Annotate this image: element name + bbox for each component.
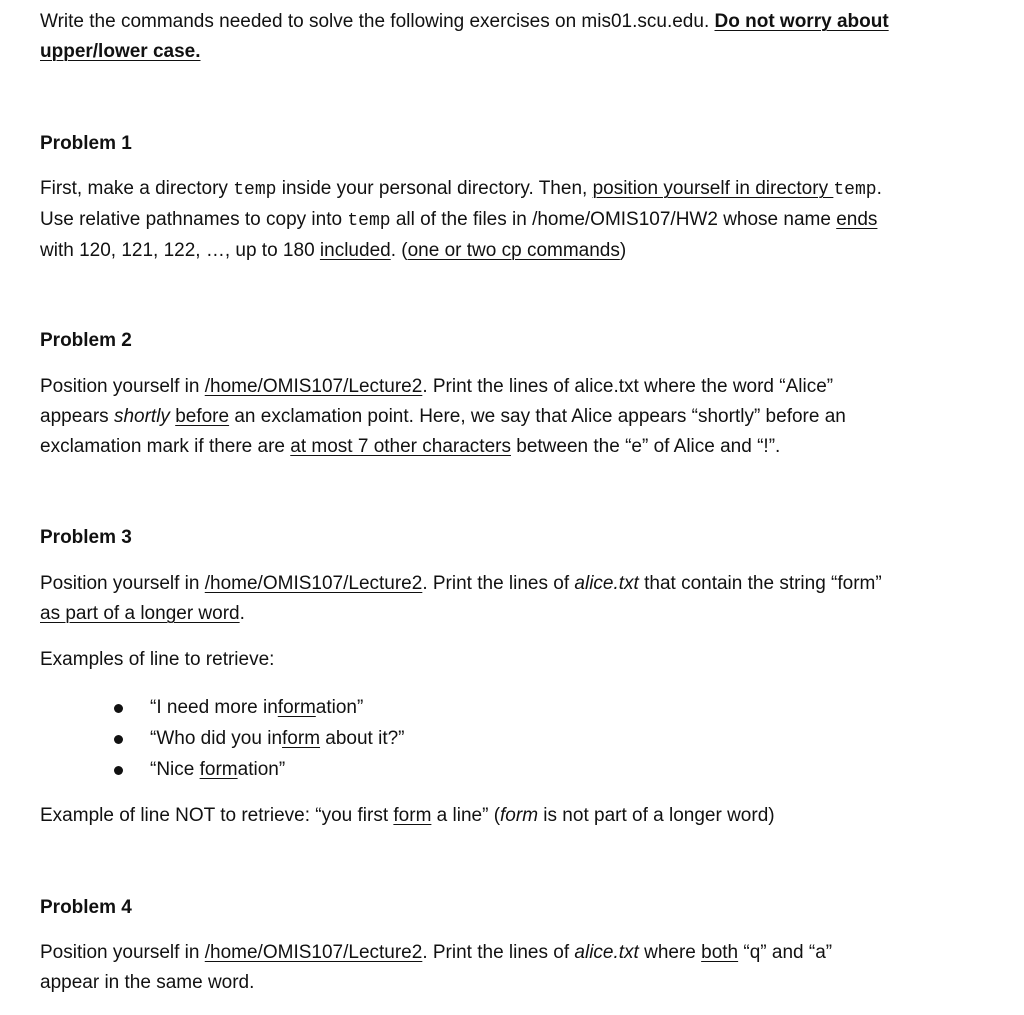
examples-label: Examples of line to retrieve:	[40, 649, 275, 670]
underlined-text: both	[701, 942, 739, 963]
italic-text: form	[500, 805, 539, 826]
text: where	[638, 942, 702, 963]
text: between the “e” of Alice and “!”.	[510, 436, 781, 457]
list-item	[150, 727, 405, 751]
negative-example	[40, 804, 775, 828]
problem-2-line-3	[40, 435, 780, 459]
underlined-text: form	[393, 805, 432, 826]
bullet-icon	[114, 704, 123, 713]
intro-line-1	[40, 10, 889, 34]
text: Use relative pathnames to copy into	[40, 209, 348, 230]
text: )	[619, 240, 627, 261]
text: a line” (	[431, 805, 501, 826]
code-temp: temp	[233, 180, 277, 200]
code-temp: temp	[833, 180, 877, 200]
problem-1-heading: Problem 1	[40, 133, 132, 154]
italic-text: alice.txt	[574, 942, 639, 963]
intro-line-2: upper/lower case.	[40, 41, 201, 62]
text: an exclamation point. Here, we say that Alice appears “shortly” before an	[229, 406, 846, 427]
bullet-icon	[114, 766, 123, 775]
underlined-text: position yourself in directory	[592, 178, 834, 199]
text: . Print the lines of	[422, 942, 575, 963]
code-temp: temp	[347, 211, 391, 231]
problem-3-heading: Problem 3	[40, 527, 132, 548]
text: all of the files in /home/OMIS107/HW2 whose name	[390, 209, 837, 230]
text: inside your personal directory. Then,	[276, 178, 593, 199]
text: Position yourself in	[40, 942, 205, 963]
text: “Who did you in	[150, 728, 283, 749]
bullet-icon	[114, 735, 123, 744]
text: ation”	[315, 697, 364, 718]
text: exclamation mark if there are	[40, 436, 291, 457]
problem-1-line-2	[40, 208, 877, 233]
problem-2-heading: Problem 2	[40, 330, 132, 351]
text: “q” and “a”	[738, 942, 833, 963]
intro-emphasis: Do not worry about	[714, 11, 889, 32]
problem-3-line-1	[40, 572, 882, 596]
problem-1-line-3	[40, 239, 626, 263]
text: Example of line NOT to retrieve: “you first	[40, 805, 394, 826]
text: .	[876, 178, 882, 199]
text: “Nice	[150, 759, 200, 780]
intro-text: Write the commands needed to solve the following exercises on mis01.scu.edu.	[40, 11, 715, 32]
text: . (	[390, 240, 408, 261]
text: Position yourself in	[40, 573, 205, 594]
underlined-text: as part of a longer word	[40, 603, 240, 624]
underlined-text: included	[319, 240, 391, 261]
path-text: /home/OMIS107/Lecture2	[204, 942, 423, 963]
underlined-text: at most 7 other characters	[290, 436, 511, 457]
underlined-text: ends	[836, 209, 878, 230]
italic-text: shortly	[113, 406, 170, 427]
underlined-text: form	[282, 728, 321, 749]
problem-2-line-2	[40, 405, 846, 429]
italic-text: alice.txt	[574, 573, 639, 594]
path-text: /home/OMIS107/Lecture2	[204, 573, 423, 594]
underlined-text: before	[175, 406, 230, 427]
text: “I need more in	[150, 697, 278, 718]
text: that contain the string “form”	[638, 573, 882, 594]
text: about it?”	[320, 728, 405, 749]
text: appears	[40, 406, 114, 427]
list-item	[150, 696, 363, 720]
problem-4-line-1	[40, 941, 832, 965]
text: ation”	[237, 759, 286, 780]
text: Position yourself in	[40, 376, 205, 397]
path-text: /home/OMIS107/Lecture2	[204, 376, 423, 397]
text: .	[239, 603, 245, 624]
problem-3-line-2	[40, 602, 245, 626]
problem-2-line-1	[40, 375, 833, 399]
underlined-text: form	[277, 697, 316, 718]
underlined-text: one or two cp commands	[407, 240, 620, 261]
text: is not part of a longer word)	[538, 805, 775, 826]
underlined-text: form	[199, 759, 238, 780]
text: . Print the lines of alice.txt where the word “Alice”	[422, 376, 834, 397]
list-item	[150, 758, 285, 782]
text: . Print the lines of	[422, 573, 575, 594]
text: with 120, 121, 122, …, up to 180	[40, 240, 320, 261]
problem-1-line-1	[40, 177, 882, 202]
text: First, make a directory	[40, 178, 234, 199]
problem-4-line-2: appear in the same word.	[40, 972, 255, 993]
problem-4-heading: Problem 4	[40, 897, 132, 918]
